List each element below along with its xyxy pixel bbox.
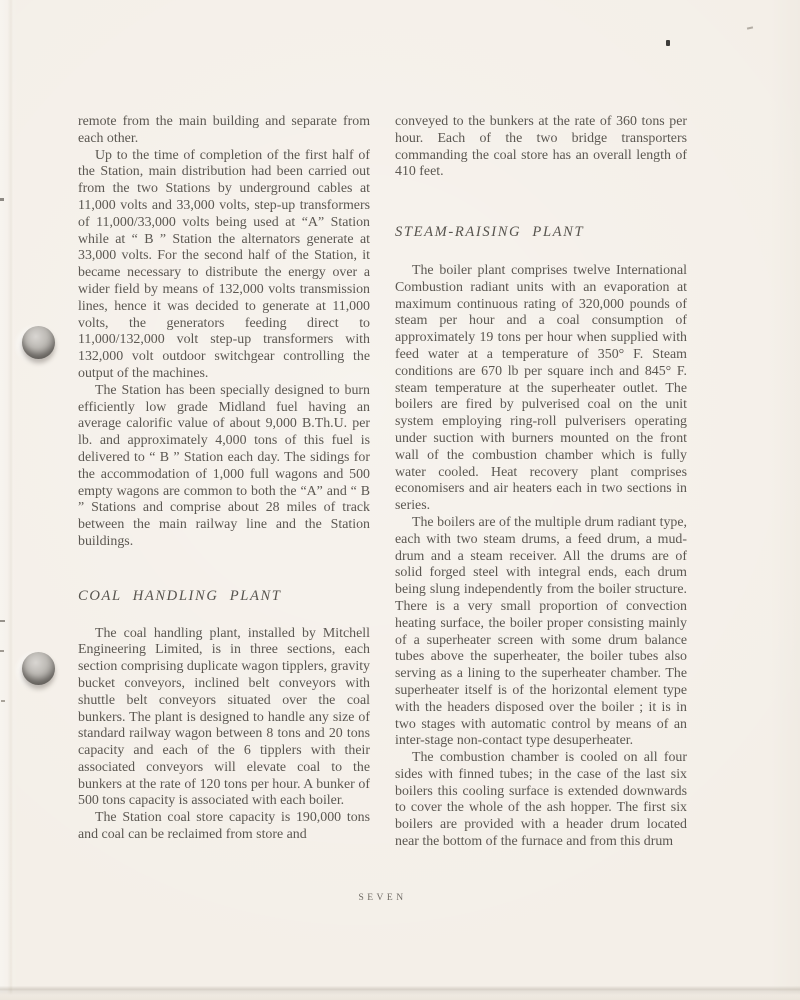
scan-speck <box>0 650 4 652</box>
page-left-edge <box>0 0 13 1000</box>
binding-stud-top <box>22 326 55 359</box>
paragraph-distribution: Up to the time of completion of the first half of the Station, main distribution had been carried out from the two Stations by underground cables at 11,000 volts and 33,000 volts, step-up transformers of 11,000/33,000 volts being used at “A” Station while at “ B ” Station the alternators generate at 33,000 volts. For the second half of the Station, it became necessary to distribute the energy over a wider field by means of 132,000 volts transmission lines, hence it was decided to generate at 11,000 volts, the generators feeding direct to 11,000/132,000 volt step-up transformers with 132,000 volt outdoor switchgear controlling the output of the machines. <box>78 147 370 381</box>
scan-speck <box>1 700 5 702</box>
right-column <box>395 114 687 851</box>
section-heading-steam-raising-plant: STEAM-RAISING PLANT <box>395 224 585 241</box>
paragraph-boiler-plant: The boiler plant comprises twelve International Combustion radiant units with an evaporation at maximum continuous rating of 320,000 pounds of steam per hour and a coal consumption of approximately 19 tons per hour when supplied with feed water at a temperature of 350° F. Steam conditions are 670 lb per square inch and 845° F. steam temperature at the superheater outlet. The boilers are fired by pulverised coal on the unit system employing ring-roll pulverisers operating under suction with burners mounted on the front wall of the combustion chamber which is fully water cooled. Heat recovery plant comprises economisers and air heaters each in two sections in series. <box>395 262 687 514</box>
scan-speck <box>666 40 670 46</box>
paragraph-coal-store: The Station coal store capacity is 190,000 tons and coal can be reclaimed from store and <box>78 810 370 843</box>
page-bottom-edge <box>0 978 800 1000</box>
paragraph-coal-handling: The coal handling plant, installed by Mitchell Engineering Limited, is in three sections, each section comprising duplicate wagon tipplers, gravity bucket conveyors, inclined belt conveyors with shuttle belt conveyors situated over the coal bunkers. The plant is designed to handle any size of standard railway wagon between 8 tons and 20 tons capacity and each of the 6 tipplers with their associated conveyors will elevate coal to the bunkers at the rate of 120 tons per hour. A bunker of 500 tons capacity is associated with each boiler. <box>78 625 370 809</box>
scan-speck <box>747 26 753 29</box>
paragraph-remote-continuation: remote from the main building and separate from each other. <box>78 114 370 146</box>
scan-speck <box>0 620 5 622</box>
scan-speck <box>0 198 4 201</box>
page-number: SEVEN <box>358 893 407 903</box>
paragraph-multiple-drum: The boilers are of the multiple drum radiant type, each with two steam drums, a feed drum, a mud-drum and a steam receiver. All the drums are of solid forged steel with integral ends, each drum being slung independently from the boiler structure. There is a very small proportion of convection heating surface, the boiler proper consisting mainly of a superheater screen with some drum balance tubes above the superheater, the boiler tubes also serving as a lining to the superheater chamber. The superheater itself is of the horizontal element type with the headers disposed over the boiler ; it is in two stages with automatic control by means of an inter-stage non-contact type desuperheater. <box>395 514 687 749</box>
binding-stud-bottom <box>22 652 55 685</box>
paragraph-midland-fuel: The Station has been specially designed to burn efficiently low grade Midland fuel having an average calorific value of about 9,000 B.Th.U. per lb. and approximately 4,000 tons of this fuel is delivered to “ B ” Station each day. The sidings for the accommodation of 1,000 full wagons and 500 empty wagons are common to both the “A” and “ B ” Stations and comprise about 28 miles of track between the main railway line and the Station buildings. <box>78 382 370 549</box>
left-column <box>78 114 370 844</box>
paragraph-conveyed-continuation: conveyed to the bunkers at the rate of 360 tons per hour. Each of the two bridge transporters commanding the coal store has an overall length of 410 feet. <box>395 114 687 180</box>
section-heading-coal-handling-plant: COAL HANDLING PLANT <box>78 587 282 604</box>
paragraph-combustion-chamber: The combustion chamber is cooled on all four sides with finned tubes; in the case of the last six boilers this cooling surface is extended downwards to cover the whole of the ash hopper. The first six boilers are provided with a header drum located near the bottom of the furnace and from this drum <box>395 750 687 850</box>
